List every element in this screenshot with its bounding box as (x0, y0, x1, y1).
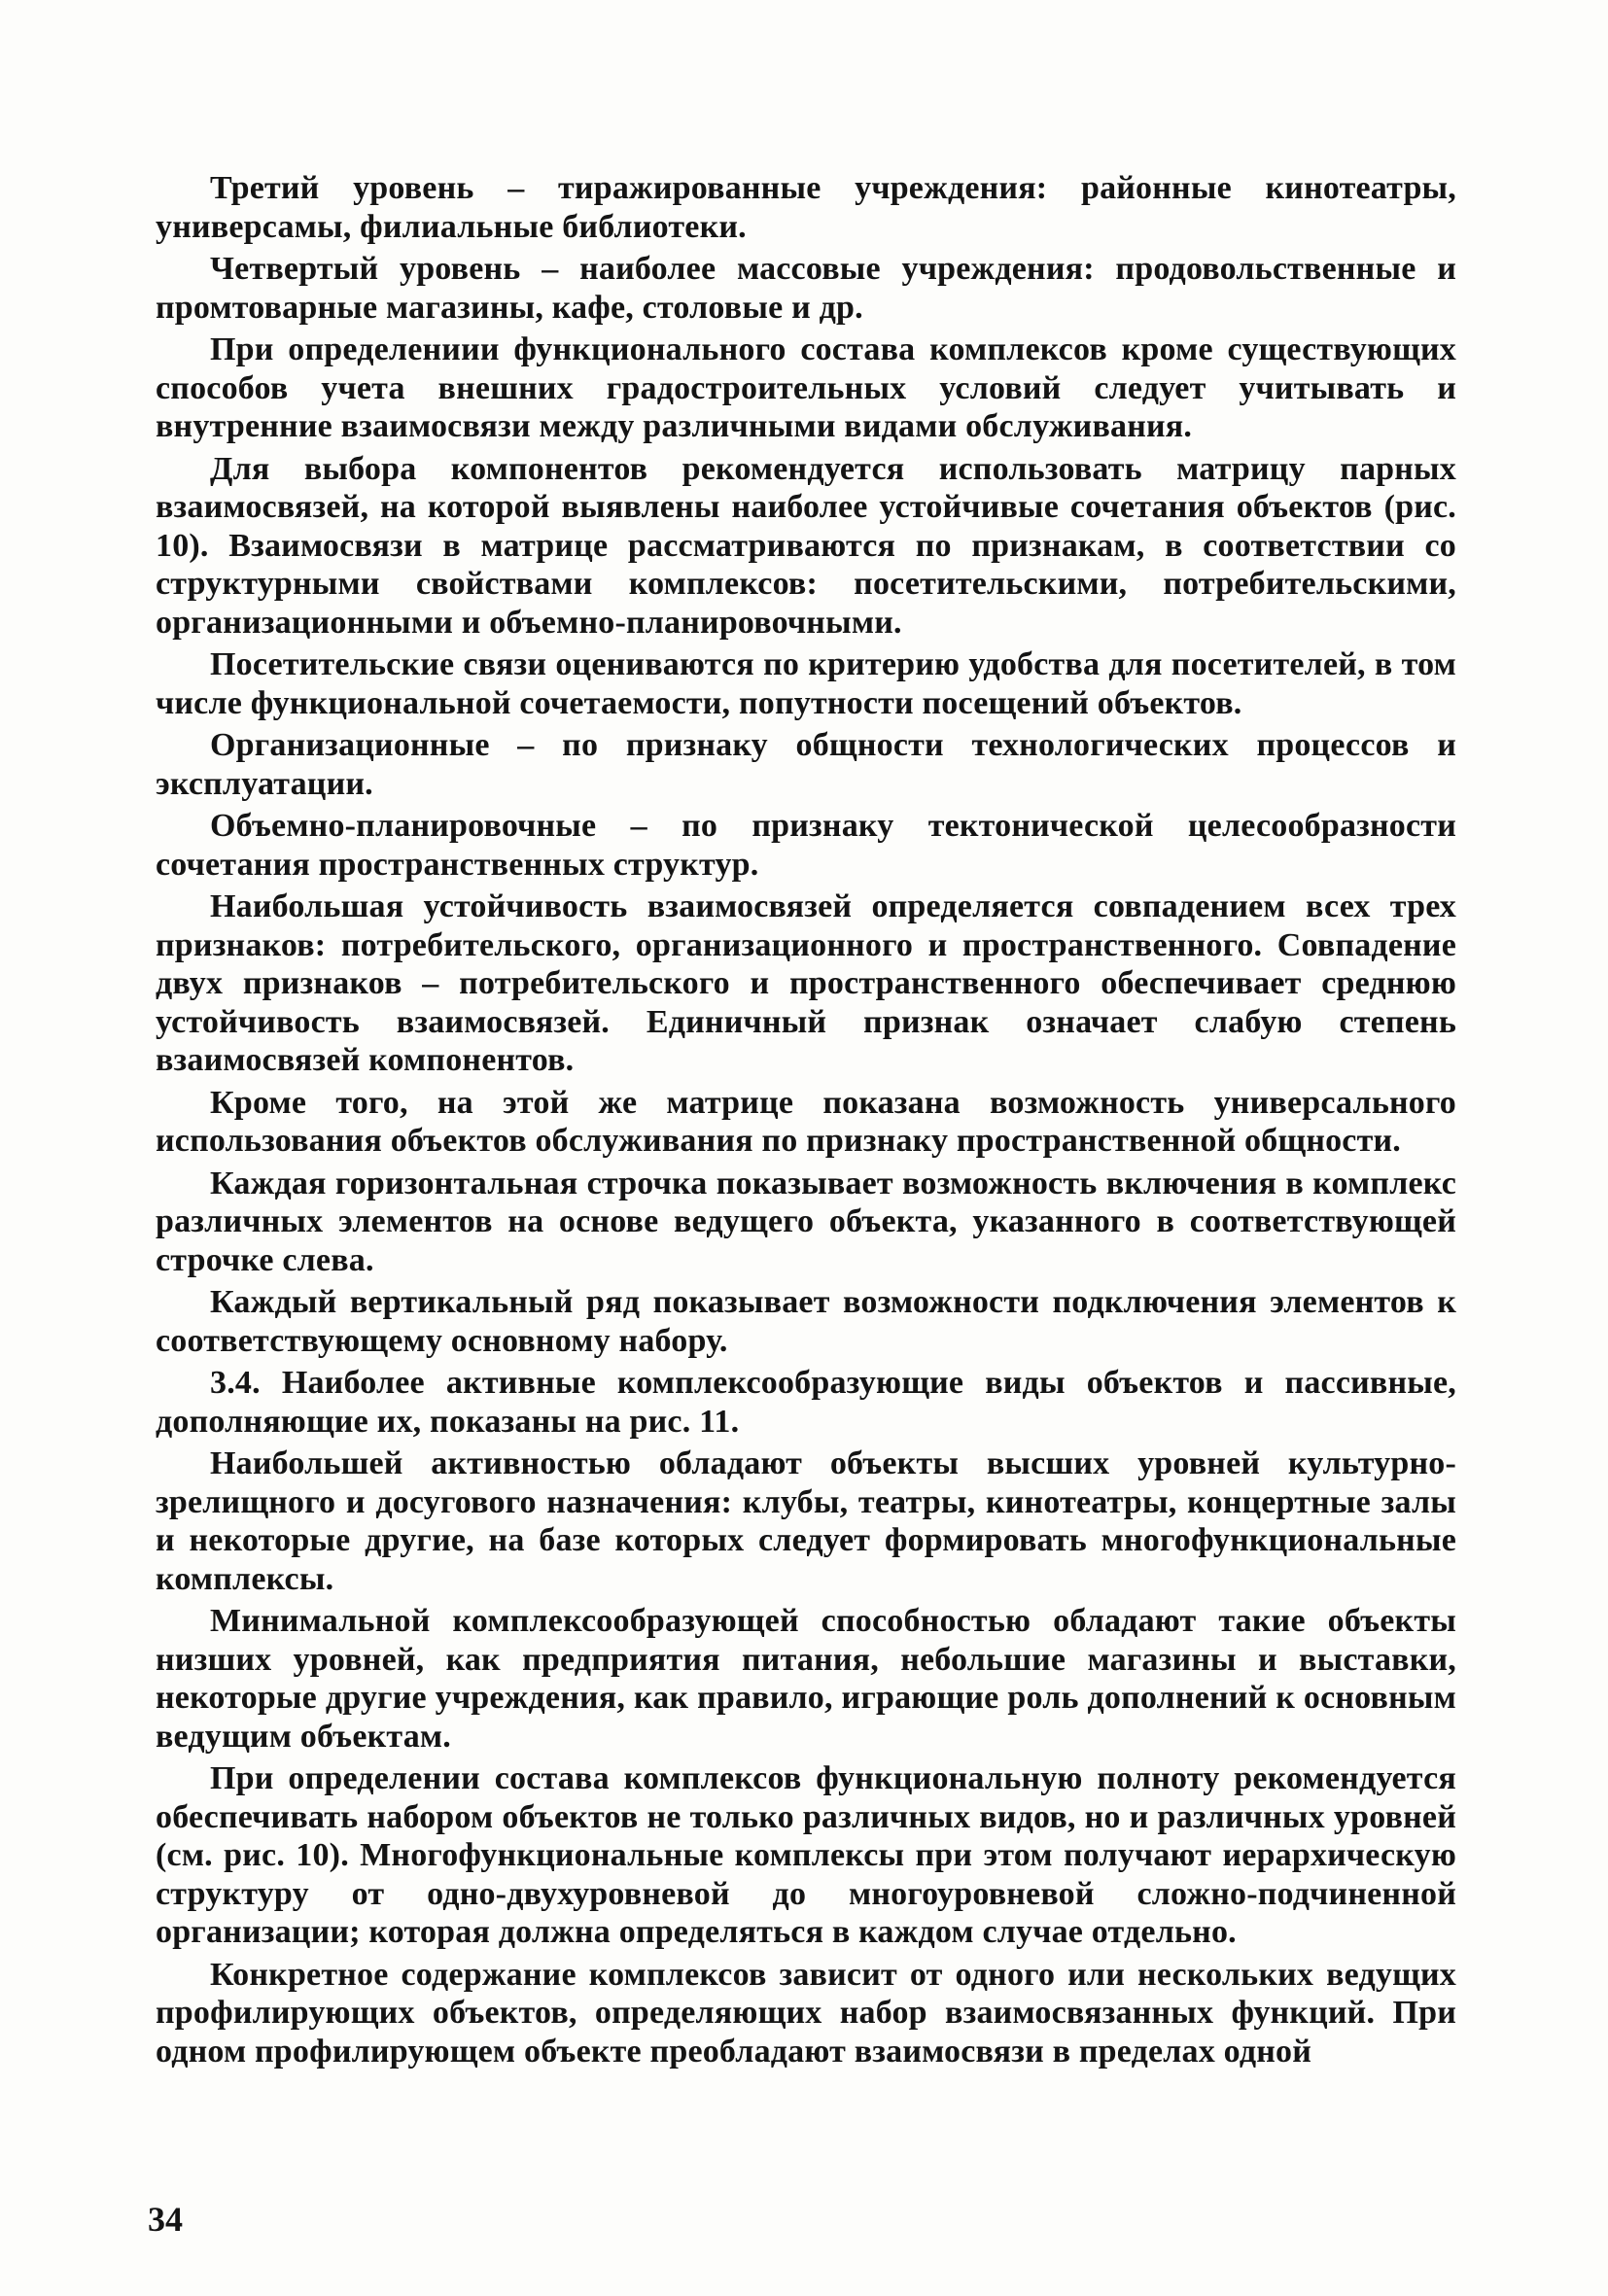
paragraph-universal-use: Кроме того, на этой же матрице показана возможность универсального использования объектов обслуживания по признаку пространственной общности. (156, 1084, 1456, 1159)
paragraph-functional-composition: При определениии функционального состава комплексов кроме существующих способов учета внешних градостроительных условий следует учитывать и внутренние взаимосвязи между различными видами обслуживания. (156, 331, 1456, 444)
paragraph-stability: Наибольшая устойчивость взаимосвязей определяется совпадением всех трех признаков: потребительского, организационного и пространственного. Совпадение двух признаков – потребительского и пространственного обеспечивает среднюю устойчивость взаимосвязей. Единичный признак означает слабую степень взаимосвязей компонентов. (156, 888, 1456, 1078)
paragraph-highest-activity: Наибольшей активностью обладают объекты высших уровней культурно-зрелищного и досугового назначения: клубы, театры, кинотеатры, концертные залы и некоторые другие, на базе которых следует формировать многофункциональные комплексы. (156, 1445, 1456, 1597)
paragraph-vertical-row: Каждый вертикальный ряд показывает возможности подключения элементов к соответствующему основному набору. (156, 1284, 1456, 1359)
paragraph-visitor-links: Посетительские связи оцениваются по критерию удобства для посетителей, в том числе функциональной сочетаемости, попутности посещений объектов. (156, 646, 1456, 721)
paragraph-horizontal-row: Каждая горизонтальная строчка показывает возможность включения в комплекс различных элементов на основе ведущего объекта, указанного в соответствующей строчке слева. (156, 1165, 1456, 1278)
paragraph-functional-completeness: При определении состава комплексов функциональную полноту рекомендуется обеспечивать набором объектов не только различных видов, но и различных уровней (см. рис. 10). Многофункциональные комплексы при этом получают иерархическую структуру от одно-двухуровневой до многоуровневой сложно-подчиненной организации; которая должна определяться в каждом случае отдельно. (156, 1760, 1456, 1950)
paragraph-minimal-activity: Минимальной комплексообразующей способностью обладают такие объекты низших уровней, как предприятия питания, небольшие магазины и выставки, некоторые другие учреждения, как правило, играющие роль дополнений к основным ведущим объектам. (156, 1603, 1456, 1755)
paragraph-section-3-4: 3.4. Наиболее активные комплексообразующие виды объектов и пассивные, дополняющие их, показаны на рис. 11. (156, 1365, 1456, 1440)
paragraph-concrete-content: Конкретное содержание комплексов зависит от одного или нескольких ведущих профилирующих объектов, определяющих набор взаимосвязанных функций. При одном профилирующем объекте преобладают взаимосвязи в пределах одной (156, 1956, 1456, 2070)
paragraph-spatial-planning: Объемно-планировочные – по признаку тектонической целесообразности сочетания пространственных структур. (156, 808, 1456, 883)
paragraph-matrix: Для выбора компонентов рекомендуется использовать матрицу парных взаимосвязей, на которой выявлены наиболее устойчивые сочетания объектов (рис. 10). Взаимосвязи в матрице рассматриваются по признакам, в соответствии со структурными свойствами комплексов: посетительскими, потребительскими, организационными и объемно-планировочными. (156, 450, 1456, 641)
paragraph-third-level: Третий уровень – тиражированные учреждения: районные кинотеатры, универсамы, филиальные библиотеки. (156, 170, 1456, 245)
body-text (156, 169, 1456, 2074)
paragraph-organizational: Организационные – по признаку общности технологических процессов и эксплуатации. (156, 727, 1456, 802)
page-number: 34 (148, 2200, 183, 2239)
paragraph-fourth-level: Четвертый уровень – наиболее массовые учреждения: продовольственные и промтоварные магазины, кафе, столовые и др. (156, 251, 1456, 326)
